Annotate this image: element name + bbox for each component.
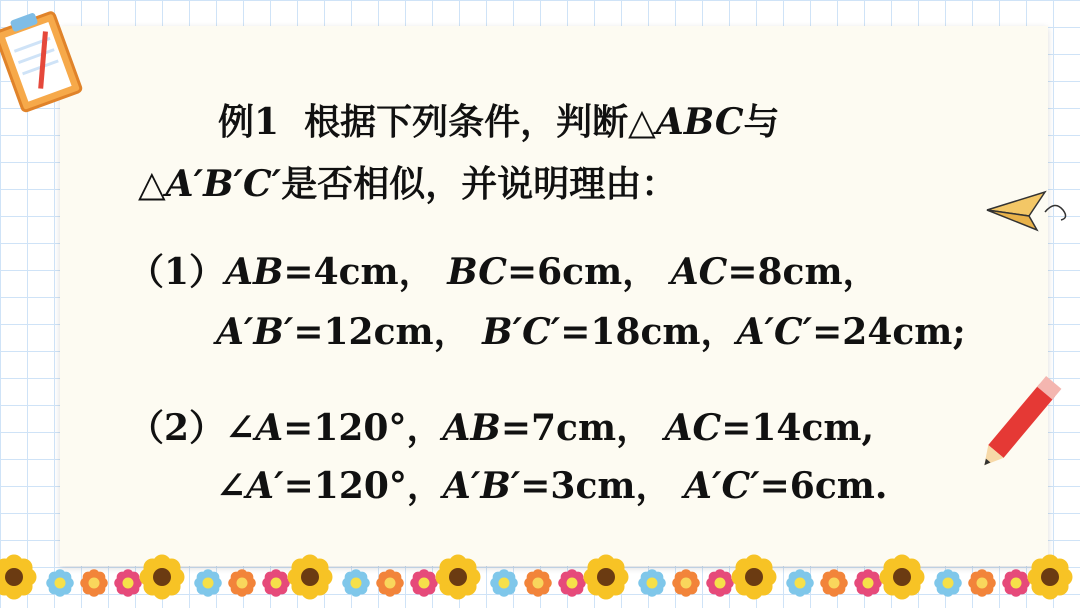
angle-vertex: A′	[246, 465, 284, 507]
part2-number: （2）	[128, 407, 226, 449]
segment-value: =6cm.	[759, 465, 888, 507]
flower-icon	[228, 569, 256, 597]
question-tail: 是否相似，并说明理由：	[281, 163, 678, 205]
flower-icon	[880, 555, 925, 600]
segment-label: AC	[664, 407, 722, 449]
flower-icon	[288, 555, 333, 600]
angle-value: =120°，	[283, 407, 443, 449]
segment-label: A′B′	[216, 311, 294, 353]
segment-label: AC	[670, 251, 728, 293]
flower-icon	[262, 569, 290, 597]
flower-icon	[1028, 555, 1073, 600]
part1-line-2	[216, 304, 966, 355]
segment-value: =8cm，	[727, 251, 879, 293]
flower-icon	[820, 569, 848, 597]
paper-plane-icon	[985, 186, 1075, 236]
flower-icon	[410, 569, 438, 597]
flower-icon	[706, 569, 734, 597]
flower-icon	[46, 569, 74, 597]
flower-icon	[672, 569, 700, 597]
flower-icon	[0, 555, 37, 600]
segment-label: A′C′	[684, 465, 760, 507]
angle-symbol: ∠	[225, 407, 256, 449]
angle-symbol: ∠	[216, 465, 247, 507]
segment-label: AB	[442, 407, 501, 449]
flower-icon	[376, 569, 404, 597]
flower-icon	[194, 569, 222, 597]
problem-intro: 根据下列条件，判断	[304, 101, 629, 143]
segment-label: A′B′	[442, 465, 521, 507]
flower-icon	[114, 569, 142, 597]
segment-value: =3cm，	[520, 465, 672, 507]
segment-value: =6cm，	[506, 251, 659, 293]
with-word: 与	[743, 101, 780, 143]
flower-icon	[342, 569, 370, 597]
segment-value: =4cm，	[283, 251, 435, 293]
flower-border	[0, 545, 1080, 608]
segment-label: A′C′	[736, 311, 813, 353]
triangle-prime: △A′B′C′	[138, 163, 282, 205]
part1-number: （1）	[128, 251, 226, 293]
flower-icon	[80, 569, 108, 597]
part2-line-1	[128, 400, 874, 451]
flower-icon	[786, 569, 814, 597]
problem-line-2	[138, 156, 677, 207]
angle-vertex: A	[255, 407, 284, 449]
segment-label: B′C′	[482, 311, 561, 353]
segment-value: =12cm，	[293, 311, 470, 353]
angle-value: =120°，	[283, 465, 443, 507]
example-label: 例1	[218, 101, 280, 143]
problem-line-1	[218, 94, 780, 145]
segment-value: =18cm，	[560, 311, 737, 353]
flower-icon	[490, 569, 518, 597]
triangle-abc: △ABC	[628, 101, 744, 143]
flower-icon	[638, 569, 666, 597]
flower-icon	[732, 555, 777, 600]
flower-icon	[968, 569, 996, 597]
flower-icon	[436, 555, 481, 600]
part2-line-2	[216, 458, 887, 509]
segment-label: BC	[447, 251, 507, 293]
pencil-icon	[965, 360, 1080, 490]
flower-icon	[558, 569, 586, 597]
segment-value: =7cm，	[500, 407, 653, 449]
part1-line-1	[128, 244, 879, 295]
flower-icon	[934, 569, 962, 597]
segment-value: =14cm,	[721, 407, 875, 449]
flower-icon	[1002, 569, 1030, 597]
flower-icon	[140, 555, 185, 600]
segment-value: =24cm;	[812, 311, 966, 353]
flower-icon	[524, 569, 552, 597]
flower-icon	[584, 555, 629, 600]
segment-label: AB	[225, 251, 284, 293]
flower-icon	[854, 569, 882, 597]
